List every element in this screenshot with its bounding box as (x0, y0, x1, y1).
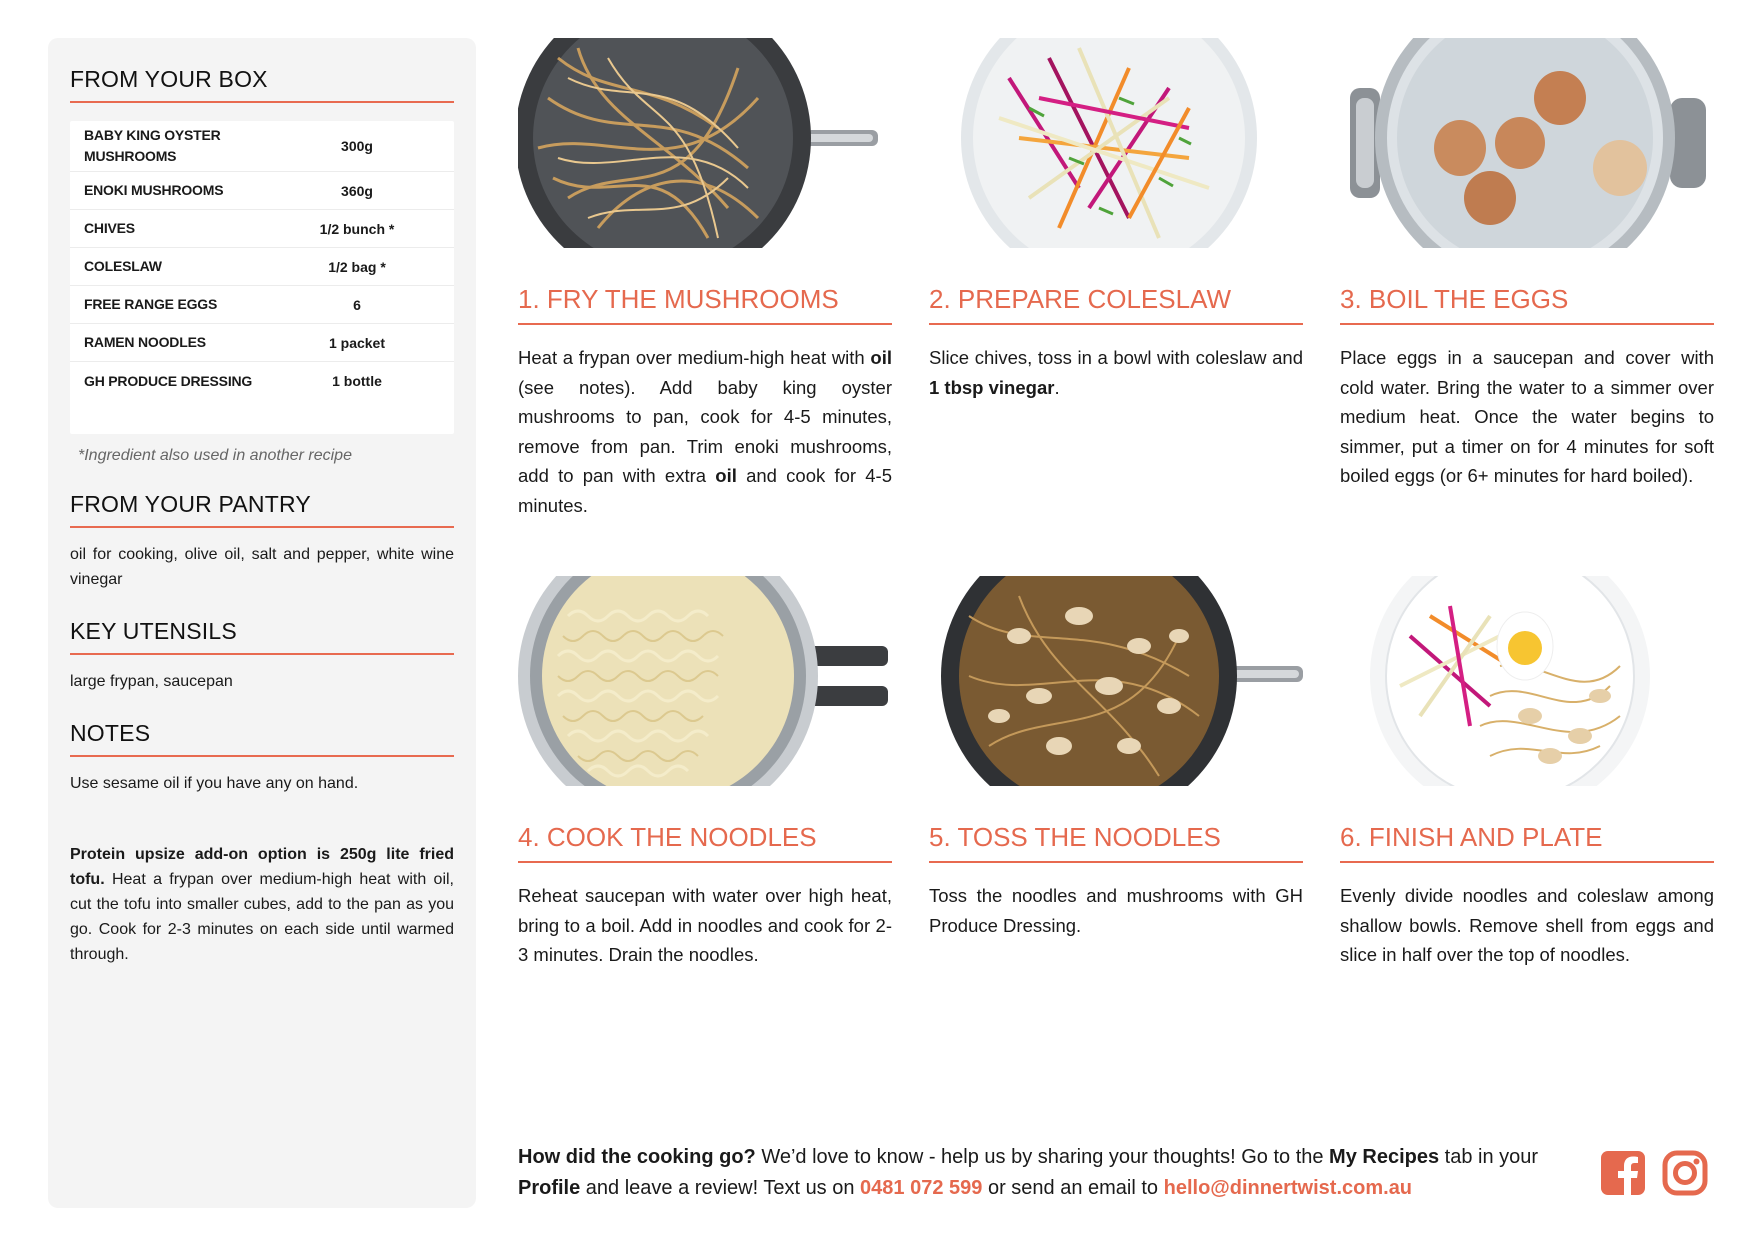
notes-text: Use sesame oil if you have any on hand. (70, 775, 359, 792)
step-4-text: Reheat saucepan with water over high heat, bring to a boil. Add in noodles and cook for 2-3 minutes. Drain the noodles. (518, 885, 892, 965)
profile-link[interactable]: Profile (518, 1177, 581, 1199)
utensils-text: large frypan, saucepan (70, 673, 233, 690)
feedback-question: How did the cooking go? (518, 1146, 756, 1168)
email-link[interactable]: hello@dinnertwist.com.au (1163, 1177, 1413, 1199)
protein-upsize-bold: Protein upsize add-on option is 250g lite fried tofu. (70, 846, 454, 888)
step-4-title: 4. COOK THE NOODLES (518, 822, 892, 863)
ingredient-name: BABY KING OYSTER MUSHROOMS (84, 127, 221, 164)
table-row (70, 210, 454, 248)
utensils-title: KEY UTENSILS (70, 618, 454, 655)
feedback-footer: How did the cooking go? We’d love to know - help us by sharing your thoughts! Go to the My Recipes tab in your Profile and leave a review! Text us on 0481 072 599 or send an email to hello@dinnertwist.com.au (518, 1146, 1539, 1199)
step-3 (1340, 38, 1714, 491)
ingredient-qty: 1/2 bunch * (319, 220, 395, 237)
ingredients-sidebar (48, 38, 476, 1208)
step-2-title: 2. PREPARE COLESLAW (929, 284, 1303, 325)
step-3-title: 3. BOIL THE EGGS (1340, 284, 1714, 325)
table-row (70, 286, 454, 324)
table-row (70, 324, 454, 362)
pantry-text: oil for cooking, olive oil, salt and pepper, white wine vinegar (70, 546, 454, 588)
ingredient-qty: 1 bottle (332, 373, 382, 389)
instagram-icon[interactable] (1662, 1150, 1708, 1196)
step-3-text: Place eggs in a saucepan and cover with cold water. Bring the water to a simmer over medium heat. Once the water begins to simmer, put a timer on for 4 minutes for soft boiled eggs (or 6+ minutes for hard boiled). (1340, 347, 1714, 486)
step-4 (518, 576, 892, 970)
ingredients-table (70, 121, 454, 434)
from-your-box-title: FROM YOUR BOX (70, 66, 454, 103)
step-5-title: 5. TOSS THE NOODLES (929, 822, 1303, 863)
ingredient-qty: 1/2 bag * (328, 258, 386, 275)
step-5-photo (929, 576, 1303, 786)
step-3-photo (1340, 38, 1714, 248)
step-2 (929, 38, 1303, 402)
protein-upsize-body: Heat a frypan over medium-high heat with oil, cut the tofu into smaller cubes, add to the pan as you go. Cook for 2-3 minutes on each side until warmed through. (70, 871, 454, 963)
step-1-title: 1. FRY THE MUSHROOMS (518, 284, 892, 325)
phone-link[interactable]: 0481 072 599 (860, 1177, 983, 1199)
step-2-text: Slice chives, toss in a bowl with coleslaw and 1 tbsp vinegar. (929, 347, 1303, 398)
ingredient-qty: 300g (341, 138, 373, 154)
ingredient-name: GH PRODUCE DRESSING (84, 372, 253, 389)
table-row (70, 248, 454, 286)
table-row (70, 172, 454, 210)
ingredient-qty: 6 (353, 296, 361, 313)
ingredient-qty: 1 packet (328, 334, 386, 351)
facebook-icon[interactable] (1600, 1150, 1646, 1196)
pantry-title: FROM YOUR PANTRY (70, 491, 454, 528)
table-row (70, 121, 454, 172)
step-2-photo (929, 38, 1303, 248)
ingredient-name: FREE RANGE EGGS (84, 296, 218, 312)
ingredient-name: COLESLAW (84, 258, 162, 274)
step-1-photo (518, 38, 892, 248)
my-recipes-link[interactable]: My Recipes (1329, 1146, 1440, 1168)
step-1 (518, 38, 892, 520)
ingredient-name: RAMEN NOODLES (84, 334, 206, 350)
step-6-photo (1340, 576, 1714, 786)
ingredient-note: *Ingredient also used in another recipe (78, 447, 352, 464)
ingredient-qty: 360g (341, 182, 373, 199)
step-4-photo (518, 576, 892, 786)
table-row (70, 362, 454, 400)
step-5 (929, 576, 1303, 940)
protein-upsize-text (70, 842, 454, 967)
step-6-text: Evenly divide noodles and coleslaw among shallow bowls. Remove shell from eggs and slice in half over the top of noodles. (1340, 885, 1714, 965)
notes-title: NOTES (70, 720, 454, 757)
step-5-text: Toss the noodles and mushrooms with GH Produce Dressing. (929, 885, 1303, 936)
step-1-text: Heat a frypan over medium-high heat with oil (see notes). Add baby king oyster mushrooms to pan, cook for 4-5 minutes, remove from pan. Trim enoki mushrooms, add to pan with extra oil and cook for 4-5 minutes. (518, 347, 892, 516)
step-6-title: 6. FINISH AND PLATE (1340, 822, 1714, 863)
ingredient-name: ENOKI MUSHROOMS (84, 182, 224, 198)
ingredient-name: CHIVES (84, 220, 135, 236)
step-6 (1340, 576, 1714, 970)
